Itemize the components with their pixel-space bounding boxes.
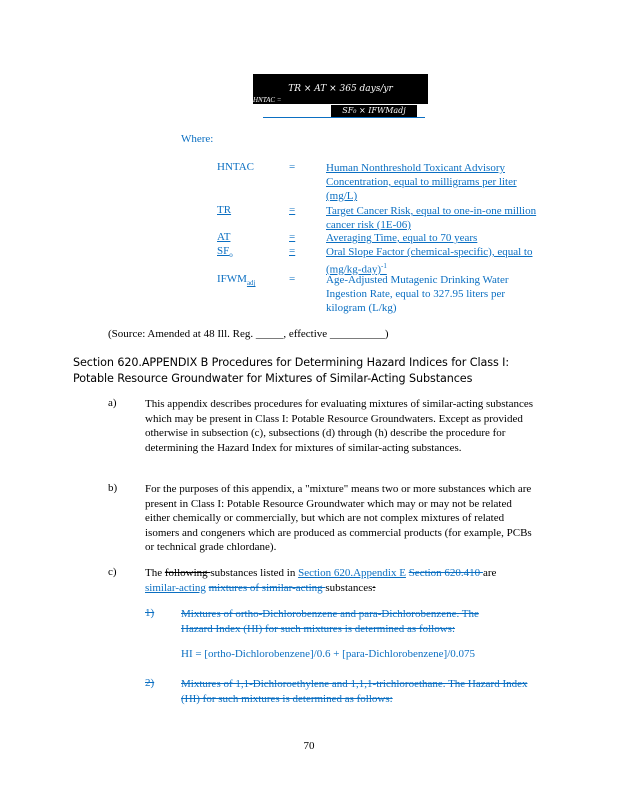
definition-text: Age-Adjusted Mutagenic Drinking Water Ingestion Rate, equal to 327.95 liters per kilogram (L/kg) (326, 274, 509, 314)
para-b-label: b) (108, 482, 118, 494)
section-heading-line2: Potable Resource Groundwater for Mixtures of Similar-Acting Substances (73, 372, 473, 385)
inserted-text: similar-acting (145, 581, 206, 594)
definition-term: HNTAC (217, 161, 255, 173)
definition-row-sf (217, 245, 547, 276)
definition-equals: = (289, 273, 296, 285)
definition-row-hntac (217, 161, 547, 205)
definition-term: $IFWM_{adj}$ (217, 273, 256, 288)
definition-text: Target Cancer Risk, equal to one-in-one million cancer risk (1E-06) (326, 205, 537, 231)
item-1-text: Mixtures of ortho-Dichlorobenzene and para-Dichlorobenzene. The Hazard Index (HI) for such mixtures is determined as follows: (181, 608, 479, 635)
item-1-label: 1) (145, 607, 155, 619)
deleted-text: Section 620.410 (408, 567, 483, 579)
definition-text: Averaging Time, equal to 70 years (326, 232, 478, 244)
definition-row-ifwm (217, 273, 547, 317)
deleted-text: mixtures of similar-acting (208, 581, 326, 594)
item-2-text: Mixtures of 1,1-Dichloroethylene and 1,1,1-trichloroethane. The Hazard Index (HI) for such mixtures is determined as follows: (181, 678, 528, 705)
definition-text: Oral Slope Factor (chemical-specific), equal to $(mg/kg-day)^{-1}$ (326, 246, 533, 276)
formula-block (253, 74, 428, 118)
definition-equals: = (289, 245, 296, 257)
definition-term: AT (217, 231, 231, 243)
para-a-text: This appendix describes procedures for evaluating mixtures of similar-acting substances which may be present in Class I: Potable Resource Groundwaters. Except as provided otherwise in subsection (c), subsections (d) through (h) describe the procedure for determining the Hazard Index for mixtures of similar-acting substances. (145, 398, 534, 454)
item-1-formula: HI = [ortho-Dichlorobenzene]/0.6 + [para-Dichlorobenzene]/0.075 (181, 648, 476, 660)
definition-equals: = (289, 231, 296, 243)
formula-underline (263, 117, 425, 118)
section-heading (73, 355, 553, 387)
para-c-text: The following substances listed in Section 620.Appendix E Section 620.410 are similar-acting mixtures of similar-acting substances: (145, 567, 497, 594)
definition-term: TR (217, 204, 232, 216)
definition-row-at (217, 231, 547, 245)
definition-term: $SF_o$ (217, 245, 233, 260)
inserted-text: Section 620.Appendix E (298, 567, 406, 579)
definition-row-tr (217, 204, 547, 232)
formula-lhs: HNTAC = (253, 96, 282, 104)
definition-text: Human Nonthreshold Toxicant Advisory Concentration, equal to milligrams per liter (mg/L) (326, 162, 517, 202)
para-a-label: a) (108, 397, 117, 409)
para-c-label: c) (108, 566, 117, 578)
formula-image-denominator: SF₀ × IFWMadj (331, 105, 417, 117)
deleted-text: following (164, 567, 211, 579)
page-number: 70 (303, 740, 315, 752)
section-heading-line1: Section 620.APPENDIX B Procedures for Determining Hazard Indices for Class I: (73, 356, 510, 369)
where-label: Where: (181, 133, 214, 145)
definition-equals: = (289, 204, 296, 216)
item-2-label: 2) (145, 677, 155, 689)
deleted-text: : (372, 581, 376, 594)
definition-equals: = (289, 161, 296, 173)
para-b-text: For the purposes of this appendix, a "mixture" means two or more substances which are present in Class I: Potable Resource Groundwater which may or may not be related either chemically or commercially, but which are not complex mixtures of related isomers and congeners which are produced as commercial products (for example, PCBs or technical grade chlordane). (145, 483, 532, 553)
source-note: (Source: Amended at 48 Ill. Reg. _____, effective __________) (108, 328, 389, 340)
formula-image-numerator: TR × AT × 365 days/yr (253, 74, 428, 104)
